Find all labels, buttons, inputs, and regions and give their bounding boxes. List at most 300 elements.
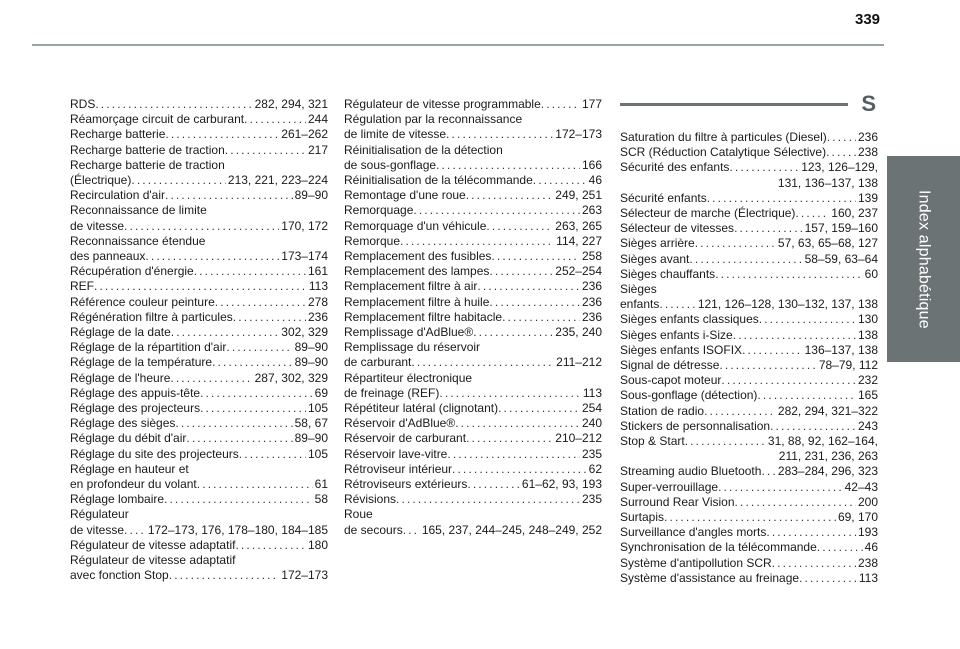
page-refs: 240	[581, 416, 602, 431]
index-term: Réservoir d'AdBlue®	[344, 416, 456, 431]
page-refs: 282, 294, 321	[254, 97, 328, 111]
index-term: Réglage du débit d'air	[70, 431, 187, 446]
index-entry-row	[70, 371, 328, 386]
section-rule	[620, 103, 848, 106]
index-entry-lead-line: Régulateur	[70, 507, 129, 522]
index-entry-row	[70, 325, 328, 340]
dot-leader	[164, 492, 313, 507]
index-entry-row	[344, 492, 602, 507]
page-refs: 46	[588, 173, 602, 188]
dot-leader	[689, 252, 802, 267]
dot-leader	[695, 236, 776, 251]
index-term: de carburant	[344, 355, 412, 370]
index-entry-row	[620, 525, 878, 540]
dot-leader	[452, 462, 587, 477]
index-entry	[344, 431, 602, 446]
index-term: Super-verrouillage	[620, 479, 719, 494]
index-entry	[620, 282, 878, 312]
index-entry	[70, 279, 328, 294]
page-refs: 263	[581, 203, 602, 218]
page-refs: 31, 88, 92, 162–164,	[767, 434, 878, 449]
dot-leader	[489, 264, 553, 279]
index-term: Réglage du site des projecteurs	[70, 446, 239, 461]
index-entry	[620, 206, 878, 221]
index-entry-row	[70, 477, 328, 492]
page-refs: 236	[857, 130, 878, 144]
index-entry	[344, 173, 602, 188]
dot-leader	[171, 325, 280, 340]
page-refs: 78–79, 112	[818, 358, 878, 373]
index-entry	[70, 492, 328, 507]
dot-leader	[124, 523, 146, 538]
dot-leader	[466, 431, 553, 446]
index-term: Remontage d'une roue	[344, 188, 466, 203]
index-entry-row	[620, 206, 878, 221]
sidebar-label-wrap	[887, 156, 960, 362]
index-term: Synchronisation de la télécommande	[620, 540, 817, 555]
index-entry-row	[344, 401, 602, 416]
dot-leader	[826, 145, 856, 160]
index-entry-row	[344, 264, 602, 279]
index-entry	[344, 492, 602, 507]
index-entry-row	[620, 343, 878, 358]
page-refs: 69, 170	[837, 510, 878, 525]
index-column-2	[344, 97, 602, 538]
index-term: Référence couleur peinture	[70, 294, 215, 309]
dot-leader	[413, 203, 580, 218]
page-refs: 113	[582, 385, 602, 400]
page-refs: 114, 227	[556, 233, 602, 248]
dot-leader	[742, 343, 803, 358]
index-term: Remplissage d'AdBlue®	[344, 325, 474, 340]
page-refs: 232	[857, 373, 878, 388]
index-entry	[620, 388, 878, 403]
index-term: Remorquage	[344, 203, 414, 218]
index-term: Sélecteur de marche (Électrique)	[620, 206, 796, 221]
page-refs: 136–137, 138	[804, 342, 878, 357]
index-entry	[70, 127, 328, 142]
index-entry-row	[344, 355, 602, 370]
page-refs: 105	[307, 446, 328, 461]
header-rule	[32, 44, 884, 46]
index-entry	[344, 371, 602, 401]
index-entry-lead-line: Répartiteur électronique	[344, 370, 473, 385]
dot-leader	[94, 279, 307, 294]
index-entry-row	[620, 404, 878, 419]
index-term: Signal de détresse	[620, 358, 720, 373]
dot-leader	[447, 447, 580, 462]
page-refs: 236	[307, 309, 328, 324]
index-term: Stop & Start	[620, 434, 685, 449]
dot-leader	[233, 310, 306, 325]
index-entry	[620, 373, 878, 388]
index-term: Remorque	[344, 233, 401, 248]
index-entry-row	[344, 295, 602, 310]
index-entry-row	[620, 571, 878, 586]
page-refs: 236	[581, 309, 602, 324]
page-refs: 157, 159–160	[804, 221, 878, 236]
index-entry-row	[70, 310, 328, 325]
index-entry-row	[620, 556, 878, 571]
dot-leader	[200, 386, 313, 401]
index-entry-row	[344, 523, 602, 538]
page-refs-continued: 211, 231, 236, 263	[778, 449, 878, 464]
dot-leader	[396, 492, 580, 507]
dot-leader	[186, 431, 292, 446]
dot-leader	[411, 355, 554, 370]
index-entry-row	[70, 279, 328, 294]
index-entry-row	[344, 447, 602, 462]
index-entry	[344, 203, 602, 218]
index-term: SCR (Réduction Catalytique Sélective)	[620, 145, 827, 160]
page-refs: 177	[581, 97, 602, 111]
index-entry-row	[70, 249, 328, 264]
index-entry	[620, 434, 878, 464]
index-term: Sécurité des enfants	[620, 160, 730, 175]
dot-leader	[175, 416, 292, 431]
dot-leader	[827, 130, 856, 145]
page-refs: 165	[857, 388, 878, 403]
dot-leader	[244, 112, 306, 127]
index-entry	[620, 267, 878, 282]
index-entry-row	[70, 219, 328, 234]
page-refs: 210–212	[555, 431, 602, 446]
index-term: Remorquage d'un véhicule	[344, 218, 487, 233]
index-entry	[70, 371, 328, 386]
index-entry	[620, 252, 878, 267]
index-term: Réinitialisation de la télécommande	[344, 173, 533, 188]
index-entry-row	[70, 340, 328, 355]
dot-leader	[400, 234, 554, 249]
dot-leader	[757, 388, 856, 403]
index-entry-row	[620, 480, 878, 495]
index-term: Recirculation d'air	[70, 188, 165, 203]
index-term: Surveillance d'angles morts	[620, 525, 767, 540]
index-entry-row	[70, 295, 328, 310]
page-refs: 105	[307, 401, 328, 416]
index-entry	[620, 495, 878, 510]
index-entry	[620, 328, 878, 343]
page-refs: 61	[314, 477, 328, 492]
index-term: Streaming audio Bluetooth	[620, 464, 762, 479]
dot-leader	[491, 249, 580, 264]
dot-leader	[761, 464, 775, 479]
page-refs: 173–174	[281, 249, 328, 264]
page-refs: 213, 221, 223–224	[227, 173, 328, 188]
index-entry	[344, 97, 602, 112]
dot-leader	[197, 477, 313, 492]
index-term: Répétiteur latéral (clignotant)	[344, 401, 499, 416]
index-term: Sièges enfants classiques	[620, 312, 759, 327]
index-entry-lead-line: Reconnaissance de limite	[70, 203, 207, 218]
index-term: Recharge batterie	[70, 127, 166, 142]
dot-leader	[719, 358, 816, 373]
dot-leader	[169, 568, 280, 583]
page-refs: 130	[857, 312, 878, 327]
dot-leader	[759, 312, 856, 327]
index-entry-row	[620, 464, 878, 479]
index-term: Réglage de la température	[70, 355, 213, 370]
index-term: de vitesse	[70, 218, 125, 233]
index-entry-row	[70, 401, 328, 416]
index-entry-row	[344, 310, 602, 325]
index-entry	[344, 340, 602, 370]
index-entry-row	[70, 523, 328, 538]
index-entry	[344, 507, 602, 537]
page-refs: 261–262	[281, 127, 328, 142]
page-number: 339	[855, 11, 881, 28]
page-refs: 161	[307, 264, 328, 279]
dot-leader	[455, 416, 580, 431]
dot-leader	[466, 188, 554, 203]
index-entry-lead-line: Régulateur de vitesse adaptatif	[70, 553, 236, 568]
index-entry	[70, 447, 328, 462]
page-refs: 62	[588, 461, 602, 476]
page-refs: 89–90	[294, 431, 328, 446]
page-refs: 89–90	[294, 340, 328, 355]
index-entry-row	[620, 252, 878, 267]
index-entry-row	[70, 188, 328, 203]
index-column-1	[70, 97, 328, 584]
index-entry	[344, 279, 602, 294]
index-entry-row	[70, 492, 328, 507]
section-header	[620, 91, 878, 116]
dot-leader	[489, 295, 580, 310]
dot-leader	[502, 310, 580, 325]
index-entry-row	[620, 373, 878, 388]
index-entry-lead-line: Reconnaissance étendue	[70, 233, 206, 248]
dot-leader	[212, 355, 293, 370]
dot-leader	[766, 525, 856, 540]
index-term: Remplacement filtre à huile	[344, 294, 490, 309]
page-refs: 113	[858, 570, 878, 585]
page-refs: 58	[314, 492, 328, 507]
index-term: Réservoir lave-vitre	[344, 446, 448, 461]
page-refs: 172–173	[281, 568, 328, 583]
dot-leader	[403, 523, 420, 538]
index-term: Régulateur de vitesse adaptatif	[70, 537, 236, 552]
dot-leader	[721, 373, 856, 388]
index-entry-row	[70, 568, 328, 583]
index-entry-row	[620, 312, 878, 327]
index-term: Réglage des appuis-tête	[70, 385, 201, 400]
index-entry-row	[344, 188, 602, 203]
index-entry-row	[70, 386, 328, 401]
dot-leader	[439, 386, 580, 401]
index-entry	[70, 158, 328, 188]
index-entry-row	[70, 143, 328, 158]
dot-leader	[735, 495, 856, 510]
index-term: enfants	[620, 297, 660, 312]
page-refs: 121, 126–128, 130–132, 137, 138	[697, 297, 878, 312]
dot-leader	[215, 295, 306, 310]
page-refs: 123, 126–129,	[801, 160, 878, 175]
index-entry-row	[70, 112, 328, 127]
index-entry-row	[344, 158, 602, 173]
index-entry-row	[620, 540, 878, 555]
page-refs: 236	[581, 279, 602, 294]
index-entry-row	[70, 264, 328, 279]
index-entry-row	[620, 495, 878, 510]
index-entry	[70, 553, 328, 583]
dot-leader	[226, 340, 292, 355]
dot-leader	[165, 127, 279, 142]
dot-leader	[131, 173, 226, 188]
index-entry	[620, 419, 878, 434]
page-refs: 138	[857, 327, 878, 342]
index-term: Sièges arrière	[620, 236, 695, 251]
page-refs: 252–254	[555, 264, 602, 279]
page-refs: 211–212	[556, 355, 602, 370]
dot-leader	[200, 401, 306, 416]
index-entry	[620, 343, 878, 358]
page-refs: 172–173	[555, 127, 602, 142]
index-entry-row	[70, 447, 328, 462]
index-term: Remplacement des lampes	[344, 264, 490, 279]
index-entry	[620, 480, 878, 495]
page-refs: 283–284, 296, 323	[777, 464, 878, 479]
index-entry	[344, 112, 602, 142]
page-refs: 165, 237, 244–245, 248–249, 252	[421, 522, 602, 537]
index-entry-lead-line: Roue	[344, 507, 373, 522]
page-refs: 263, 265	[555, 218, 602, 233]
index-term: de freinage (REF)	[344, 385, 440, 400]
index-term: Remplacement des fusibles	[344, 249, 492, 264]
page-refs: 238	[857, 145, 878, 160]
index-entry	[70, 112, 328, 127]
index-entry-row	[344, 431, 602, 446]
index-entry	[344, 462, 602, 477]
index-entry-row	[620, 297, 878, 312]
index-term: Sous-gonflage (détection)	[620, 388, 758, 403]
index-entry-row	[344, 416, 602, 431]
dot-leader	[685, 434, 766, 449]
index-term: des panneaux	[70, 249, 146, 264]
index-entry	[70, 355, 328, 370]
dot-leader	[95, 97, 252, 112]
dot-leader	[473, 325, 553, 340]
dot-leader	[124, 219, 279, 234]
dot-leader	[446, 127, 553, 142]
index-term: Réglage de l'heure	[70, 370, 171, 385]
index-term: RDS	[70, 97, 96, 111]
index-entry	[620, 236, 878, 251]
dot-leader	[734, 221, 803, 236]
page-refs-continued: 131, 136–137, 138	[777, 175, 878, 190]
index-entry	[344, 219, 602, 234]
dot-leader	[704, 404, 776, 419]
index-entry-row	[70, 355, 328, 370]
page-refs: 254	[581, 401, 602, 416]
index-entry	[620, 145, 878, 160]
dot-leader	[715, 267, 862, 282]
page-refs: 193	[857, 525, 878, 540]
index-term: Rétroviseur intérieur	[344, 461, 453, 476]
index-entry	[70, 188, 328, 203]
dot-leader	[467, 477, 520, 492]
index-term: de limite de vitesse	[344, 127, 447, 142]
index-entry	[70, 507, 328, 537]
index-term: Sous-capot moteur	[620, 373, 722, 388]
index-entry-lead-line: Recharge batterie de traction	[70, 157, 225, 172]
index-entry	[344, 188, 602, 203]
index-entry	[344, 310, 602, 325]
index-term: Sièges enfants ISOFIX	[620, 342, 743, 357]
page-refs: 58, 67	[294, 416, 328, 431]
index-term: Stickers de personnalisation	[620, 418, 771, 433]
dot-leader	[733, 328, 856, 343]
index-column-3	[620, 130, 878, 586]
dot-leader	[235, 538, 306, 553]
index-entry	[620, 358, 878, 373]
index-entry	[620, 556, 878, 571]
index-term: Régulateur de vitesse programmable	[344, 97, 541, 111]
index-entry-row	[344, 97, 602, 112]
dot-leader	[486, 219, 553, 234]
index-entry	[620, 312, 878, 327]
index-entry	[70, 295, 328, 310]
index-entry	[70, 143, 328, 158]
index-entry-row	[620, 434, 878, 449]
index-term: Système d'antipollution SCR	[620, 555, 772, 570]
dot-leader	[239, 447, 306, 462]
index-entry-row	[620, 267, 878, 282]
dot-leader	[770, 419, 856, 434]
index-term: Sécurité enfants	[620, 190, 707, 205]
index-entry	[70, 234, 328, 264]
page-refs: 69	[314, 385, 328, 400]
index-entry-row	[620, 328, 878, 343]
index-term: Réglage des sièges	[70, 416, 176, 431]
index-entry-row	[620, 388, 878, 403]
index-term: Remplacement filtre à air	[344, 279, 478, 294]
dot-leader	[795, 206, 829, 221]
index-entry	[70, 264, 328, 279]
index-entry-row	[620, 236, 878, 251]
index-entry	[344, 234, 602, 249]
page-refs: 278	[307, 294, 328, 309]
index-entry-row	[620, 130, 878, 145]
page-refs: 166	[581, 157, 602, 172]
page-refs: 170, 172	[281, 218, 328, 233]
index-entry-row	[70, 97, 328, 112]
index-entry	[70, 431, 328, 446]
page-refs: 236	[581, 294, 602, 309]
dot-leader	[707, 191, 856, 206]
dot-leader	[664, 510, 836, 525]
page-refs: 57, 63, 65–68, 127	[777, 236, 878, 251]
index-entry	[344, 325, 602, 340]
index-term: Sélecteur de vitesses	[620, 221, 735, 236]
index-entry-lead-line: Régulation par la reconnaissance	[344, 112, 523, 127]
section-letter: S	[861, 91, 876, 116]
index-entry-row	[620, 510, 878, 525]
index-term: Surround Rear Vision	[620, 494, 735, 509]
index-term: (Électrique)	[70, 173, 132, 188]
page-refs: 217	[307, 142, 328, 157]
index-entry	[620, 160, 878, 190]
page-refs: 249, 251	[555, 188, 602, 203]
sidebar-label: Index alphabétique	[915, 189, 933, 329]
index-entry-row	[344, 127, 602, 142]
dot-leader	[817, 540, 863, 555]
index-entry-row	[344, 477, 602, 492]
index-term: Sièges enfants i-Size	[620, 327, 733, 342]
index-entry	[70, 340, 328, 355]
dot-leader	[225, 143, 306, 158]
index-entry	[620, 464, 878, 479]
index-term: Régénération filtre à particules	[70, 309, 233, 324]
